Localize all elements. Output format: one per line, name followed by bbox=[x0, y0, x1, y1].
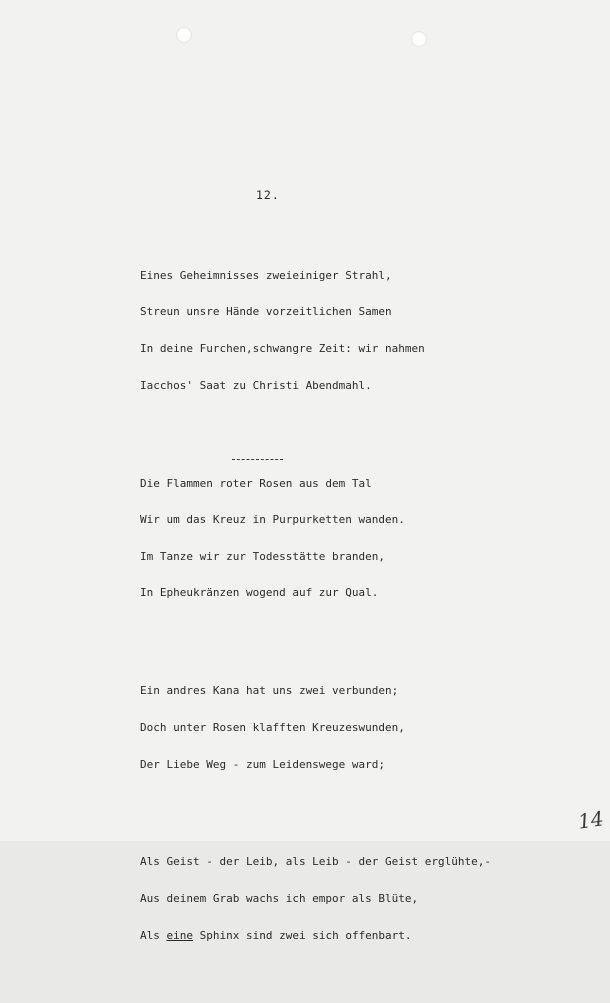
divider-rule bbox=[232, 459, 283, 460]
poem-line: In Epheukränzen wogend auf zur Qual. bbox=[140, 586, 379, 600]
stanza-4 bbox=[140, 832, 580, 966]
poem-line: Streun unsre Hände vorzeitlichen Samen bbox=[140, 305, 392, 319]
poem-line: Aus deinem Grab wachs ich empor als Blüte, bbox=[140, 892, 419, 906]
poem-line: In deine Furchen,schwangre Zeit: wir nahmen bbox=[140, 342, 425, 356]
poem-line: Als Geist - der Leib, als Leib - der Geist erglühte,- bbox=[140, 855, 491, 869]
stanza-2 bbox=[140, 453, 580, 624]
page-number: 12. bbox=[256, 188, 280, 202]
poem-line: Doch unter Rosen klafften Kreuzeswunden, bbox=[140, 720, 405, 734]
poem-line-segment: Als bbox=[140, 928, 167, 942]
poem-line: Wir um das Kreuz in Purpurketten wanden. bbox=[140, 513, 405, 527]
poem-line: Eines Geheimnisses zweieiniger Strahl, bbox=[140, 268, 392, 282]
poem bbox=[140, 221, 580, 1003]
poem-line-segment: Sphinx sind zwei sich offenbart. bbox=[193, 928, 412, 942]
poem-line: Die Flammen roter Rosen aus dem Tal bbox=[140, 476, 372, 490]
stanza-3 bbox=[140, 661, 580, 795]
stanza-1 bbox=[140, 245, 580, 416]
poem-line: Ein andres Kana hat uns zwei verbunden; bbox=[140, 684, 399, 698]
poem-line: Der Liebe Weg - zum Leidenswege ward; bbox=[140, 757, 386, 771]
poem-line: Iacchos' Saat zu Christi Abendmahl. bbox=[140, 378, 372, 392]
poem-line: Im Tanze wir zur Todesstätte branden, bbox=[140, 549, 386, 563]
folio-handwritten: 14 bbox=[576, 806, 605, 834]
punch-hole bbox=[176, 27, 192, 43]
underlined-word: eine bbox=[166, 928, 193, 942]
punch-hole bbox=[411, 31, 427, 47]
poem-line-last bbox=[140, 930, 580, 942]
